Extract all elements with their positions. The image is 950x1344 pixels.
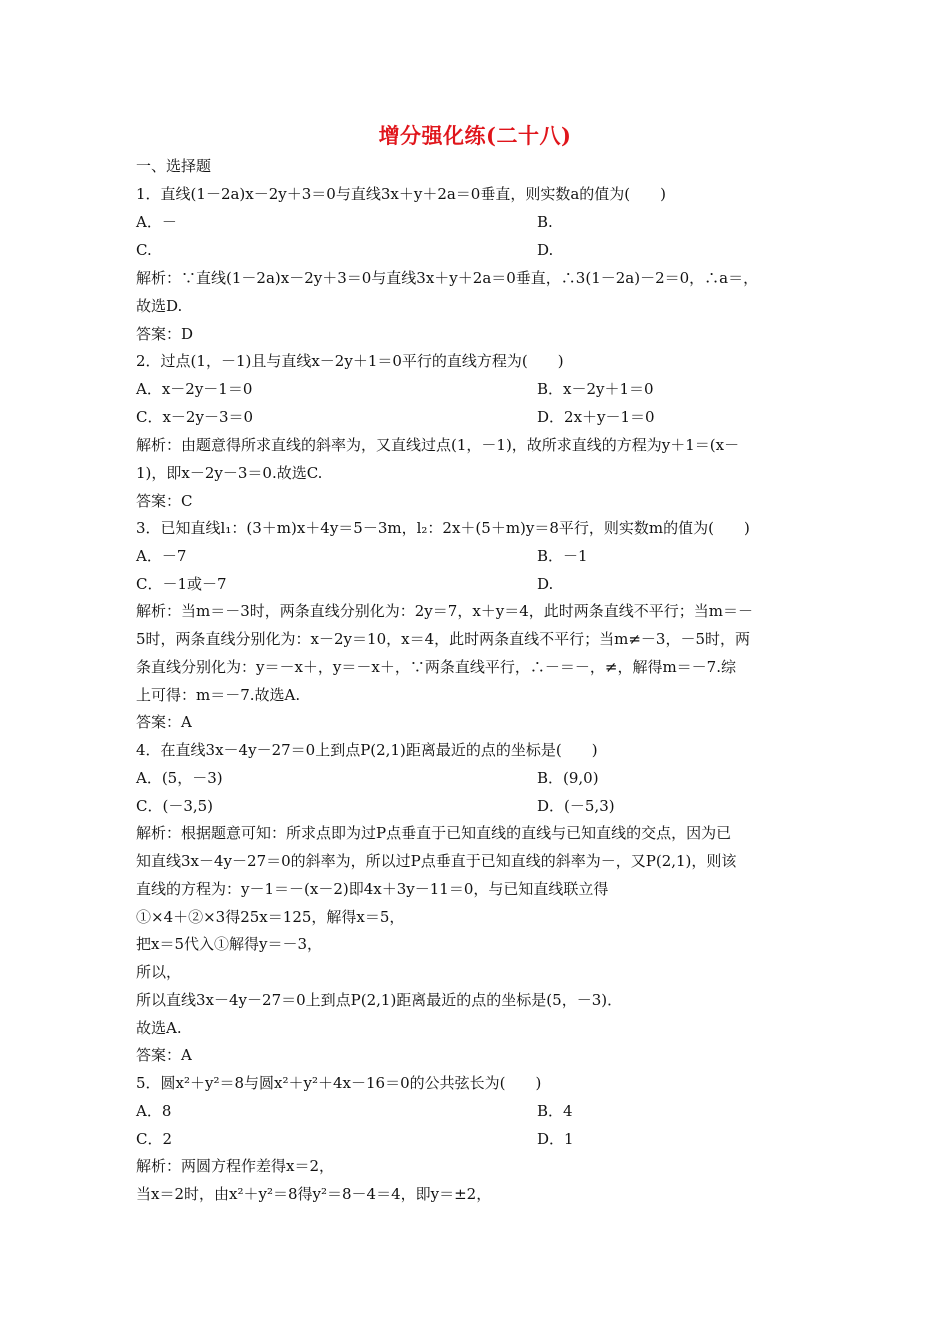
q4-option-c: C．(－3,5) — [136, 797, 214, 815]
q1-option-d: D. — [537, 241, 554, 259]
q4-option-b: B．(9,0) — [537, 769, 599, 787]
q4-analysis-line: 故选A. — [136, 1019, 182, 1037]
q2-analysis-line: 1)，即x－2y－3＝0.故选C. — [136, 464, 323, 482]
q3-answer: 答案：A — [136, 713, 192, 731]
q1-analysis-line: 解析：∵直线(1－2a)x－2y＋3＝0与直线3x＋y＋2a＝0垂直，∴3(1－2a)－2＝0，∴a＝， — [136, 269, 759, 287]
q5-option-a: A．8 — [136, 1102, 172, 1120]
q5-analysis-line: 解析：两圆方程作差得x＝2， — [136, 1157, 335, 1175]
q3-analysis-line: 上可得：m＝－7.故选A. — [136, 686, 301, 704]
q4-analysis-line: 直线的方程为：y－1＝－(x－2)即4x＋3y－11＝0，与已知直线联立得 — [136, 880, 609, 898]
q1-answer: 答案：D — [136, 325, 194, 343]
q3-analysis-line: 5时，两条直线分别化为：x－2y＝10，x＝4，此时两条直线不平行；当m≠－3，－5时，两 — [136, 630, 750, 648]
q4-analysis-line: 所以直线3x－4y－27＝0上到点P(2,1)距离最近的点的坐标是(5，－3)． — [136, 991, 623, 1009]
q1-option-b: B. — [537, 213, 553, 231]
q2-analysis-line: 解析：由题意得所求直线的斜率为，又直线过点(1，－1)，故所求直线的方程为y＋1＝(x－ — [136, 436, 740, 454]
q4-analysis-line: ①×4＋②×3得25x＝125，解得x＝5， — [136, 908, 405, 926]
q2-stem: 2．过点(1，－1)且与直线x－2y＋1＝0平行的直线方程为( ) — [136, 352, 564, 370]
q4-stem: 4．在直线3x－4y－27＝0上到点P(2,1)距离最近的点的坐标是( ) — [136, 741, 598, 759]
q5-analysis-line: 当x＝2时，由x²＋y²＝8得y²＝8－4＝4，即y＝±2， — [136, 1185, 492, 1203]
page-title: 增分强化练(二十八) — [378, 123, 572, 148]
q2-option-b: B．x－2y＋1＝0 — [537, 380, 654, 398]
q5-option-b: B．4 — [537, 1102, 573, 1120]
q4-analysis-line: 把x＝5代入①解得y＝－3， — [136, 935, 323, 953]
q2-option-d: D．2x＋y－1＝0 — [537, 408, 655, 426]
q3-option-a: A．－7 — [136, 547, 187, 565]
q2-option-c: C．x－2y－3＝0 — [136, 408, 254, 426]
q2-option-a: A．x－2y－1＝0 — [136, 380, 253, 398]
q5-option-c: C．2 — [136, 1130, 173, 1148]
q4-option-d: D．(－5,3) — [537, 797, 615, 815]
q5-option-d: D．1 — [537, 1130, 574, 1148]
section-heading: 一、选择题 — [136, 157, 212, 175]
q3-analysis-line: 条直线分别化为：y＝－x＋，y＝－x＋，∵两条直线平行，∴－＝－，≠，解得m＝－7.综 — [136, 658, 736, 676]
q3-option-b: B．－1 — [537, 547, 588, 565]
q5-stem: 5．圆x²＋y²＝8与圆x²＋y²＋4x－16＝0的公共弦长为( ) — [136, 1074, 542, 1092]
q4-option-a: A．(5，－3) — [136, 769, 223, 787]
q3-stem: 3．已知直线l₁：(3＋m)x＋4y＝5－3m，l₂：2x＋(5＋m)y＝8平行，则实数m的值为( ) — [136, 519, 750, 537]
q2-answer: 答案：C — [136, 492, 193, 510]
q3-option-d: D. — [537, 575, 554, 593]
q4-analysis-line: 解析：根据题意可知：所求点即为过P点垂直于已知直线的直线与已知直线的交点，因为已 — [136, 824, 732, 842]
q1-option-c: C. — [136, 241, 152, 259]
q3-option-c: C．－1或－7 — [136, 575, 227, 593]
q3-analysis-line: 解析：当m＝－3时，两条直线分别化为：2y＝7，x＋y＝4，此时两条直线不平行；当m＝－ — [136, 602, 754, 620]
q4-analysis-line: 知直线3x－4y－27＝0的斜率为，所以过P点垂直于已知直线的斜率为－，又P(2,1)，则该 — [136, 852, 737, 870]
q1-option-a: A．－ — [136, 213, 177, 231]
q4-analysis-line: 所以， — [136, 963, 182, 981]
q4-answer: 答案：A — [136, 1046, 192, 1064]
q1-stem: 1．直线(1－2a)x－2y＋3＝0与直线3x＋y＋2a＝0垂直，则实数a的值为( ) — [136, 185, 666, 203]
q1-analysis-line: 故选D. — [136, 297, 183, 315]
